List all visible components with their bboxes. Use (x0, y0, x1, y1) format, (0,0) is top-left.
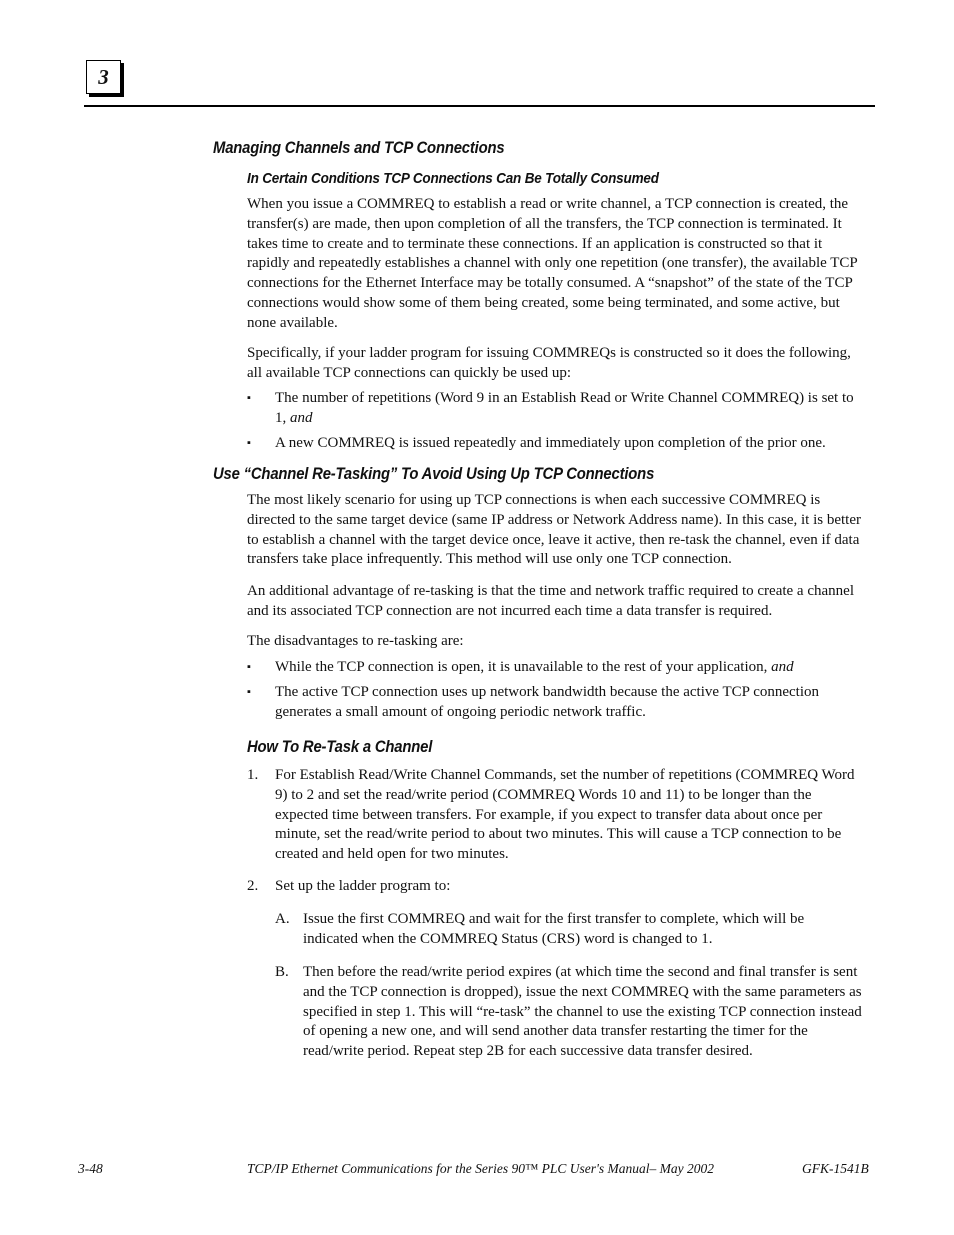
bullet-icon: ▪ (247, 392, 251, 404)
step-number: 1. (247, 767, 259, 783)
substep-letter: A. (275, 911, 290, 927)
paragraph-1: When you issue a COMMREQ to establish a read or write channel, a TCP connection is created, the transfer(s) are made, then upon completion of all the transfers, the TCP connection is terminated. It takes time to create and to terminate these connections. If an application is constructed so that it rapidly and repeatedly establishes a channel with only one repetition (one transfer), the available TCP connections for the Ethernet Interface may be totally consumed. A “snapshot” of the state of the TCP connections would show some of them being created, some being terminated, and some active, but none available. (247, 196, 858, 331)
header-rule (84, 105, 875, 107)
list-item-text: The number of repetitions (Word 9 in an Establish Read or Write Channel COMMREQ) is set to 1, (275, 390, 854, 426)
list-item (247, 658, 862, 678)
subsection-title-2: Use “Channel Re-Tasking” To Avoid Using Up TCP Connections (213, 465, 655, 483)
list-item (247, 389, 862, 429)
subsection-title-3: How To Re-Task a Channel (247, 738, 433, 756)
paragraph-2: Specifically, if your ladder program for issuing COMMREQs is constructed so it does the following, all available TCP connections can quickly be used up: (247, 345, 851, 381)
footer-manual-title: TCP/IP Ethernet Communications for the Series 90™ PLC User's Manual– May 2002 (247, 1161, 714, 1176)
subsection-title-1: In Certain Conditions TCP Connections Can Be Totally Consumed (247, 170, 659, 187)
chapter-number-box: 3 (86, 60, 121, 94)
list-item (247, 683, 862, 723)
list-item-text: While the TCP connection is open, it is unavailable to the rest of your application, (275, 659, 772, 675)
list-item-emphasis: and (771, 659, 794, 675)
paragraph-4: An additional advantage of re-tasking is that the time and network traffic required to create a channel and its associated TCP connection are not incurred each time a data transfer is required. (247, 583, 854, 619)
substep-text: Then before the read/write period expires (at which time the second and final transfer is sent and the TCP connection is dropped), issue the next COMMREQ with the same parameters as specified in step 1. This will “re-task” the channel to use the existing TCP connection instead of opening a new one, and will send another data transfer restarting the timer for the read/write period. Repeat step 2B for each successive data transfer desired. (303, 964, 862, 1060)
list-item-text: A new COMMREQ is issued repeatedly and immediately upon completion of the prior one. (275, 435, 826, 451)
list-item-emphasis: and (290, 409, 313, 426)
substep-letter: B. (275, 964, 289, 980)
substep-item (275, 963, 862, 1062)
bullet-icon: ▪ (247, 437, 251, 449)
bullet-icon: ▪ (247, 686, 251, 698)
bullet-icon: ▪ (247, 661, 251, 673)
substep-item (275, 910, 862, 950)
section-title: Managing Channels and TCP Connections (213, 139, 505, 157)
step-item (247, 766, 862, 865)
list-item (247, 434, 862, 454)
list-item-text: The active TCP connection uses up network bandwidth because the active TCP connection generates a small amount of ongoing periodic network traffic. (275, 684, 820, 720)
step-number: 2. (247, 878, 259, 894)
step-item (247, 877, 862, 897)
paragraph-5: The disadvantages to re-tasking are: (247, 633, 464, 649)
step-text: Set up the ladder program to: (275, 878, 451, 894)
footer-doc-id: GFK-1541B (802, 1161, 869, 1176)
paragraph-3: The most likely scenario for using up TCP connections is when each successive COMMREQ is directed to the same target device (same IP address or Network Address name). In this case, it is better to establish a channel with the target device once, leave it active, then re-task the channel, even if data transfers take place infrequently. This method will use only one TCP connection. (247, 492, 861, 568)
footer-page-number: 3-48 (78, 1161, 103, 1176)
substep-text: Issue the first COMMREQ and wait for the first transfer to complete, which will be indicated when the COMMREQ Status (CRS) word is changed to 1. (303, 911, 805, 947)
step-text: For Establish Read/Write Channel Commands, set the number of repetitions (COMMREQ Word 9) to 2 and set the read/write period (COMMREQ Words 10 and 11) to be longer than the expected time between transfers. For example, if you expect to transfer data about once per minute, set the read/write period to about two minutes. This will cause a TCP connection to be created and held open for two minutes. (275, 767, 855, 863)
